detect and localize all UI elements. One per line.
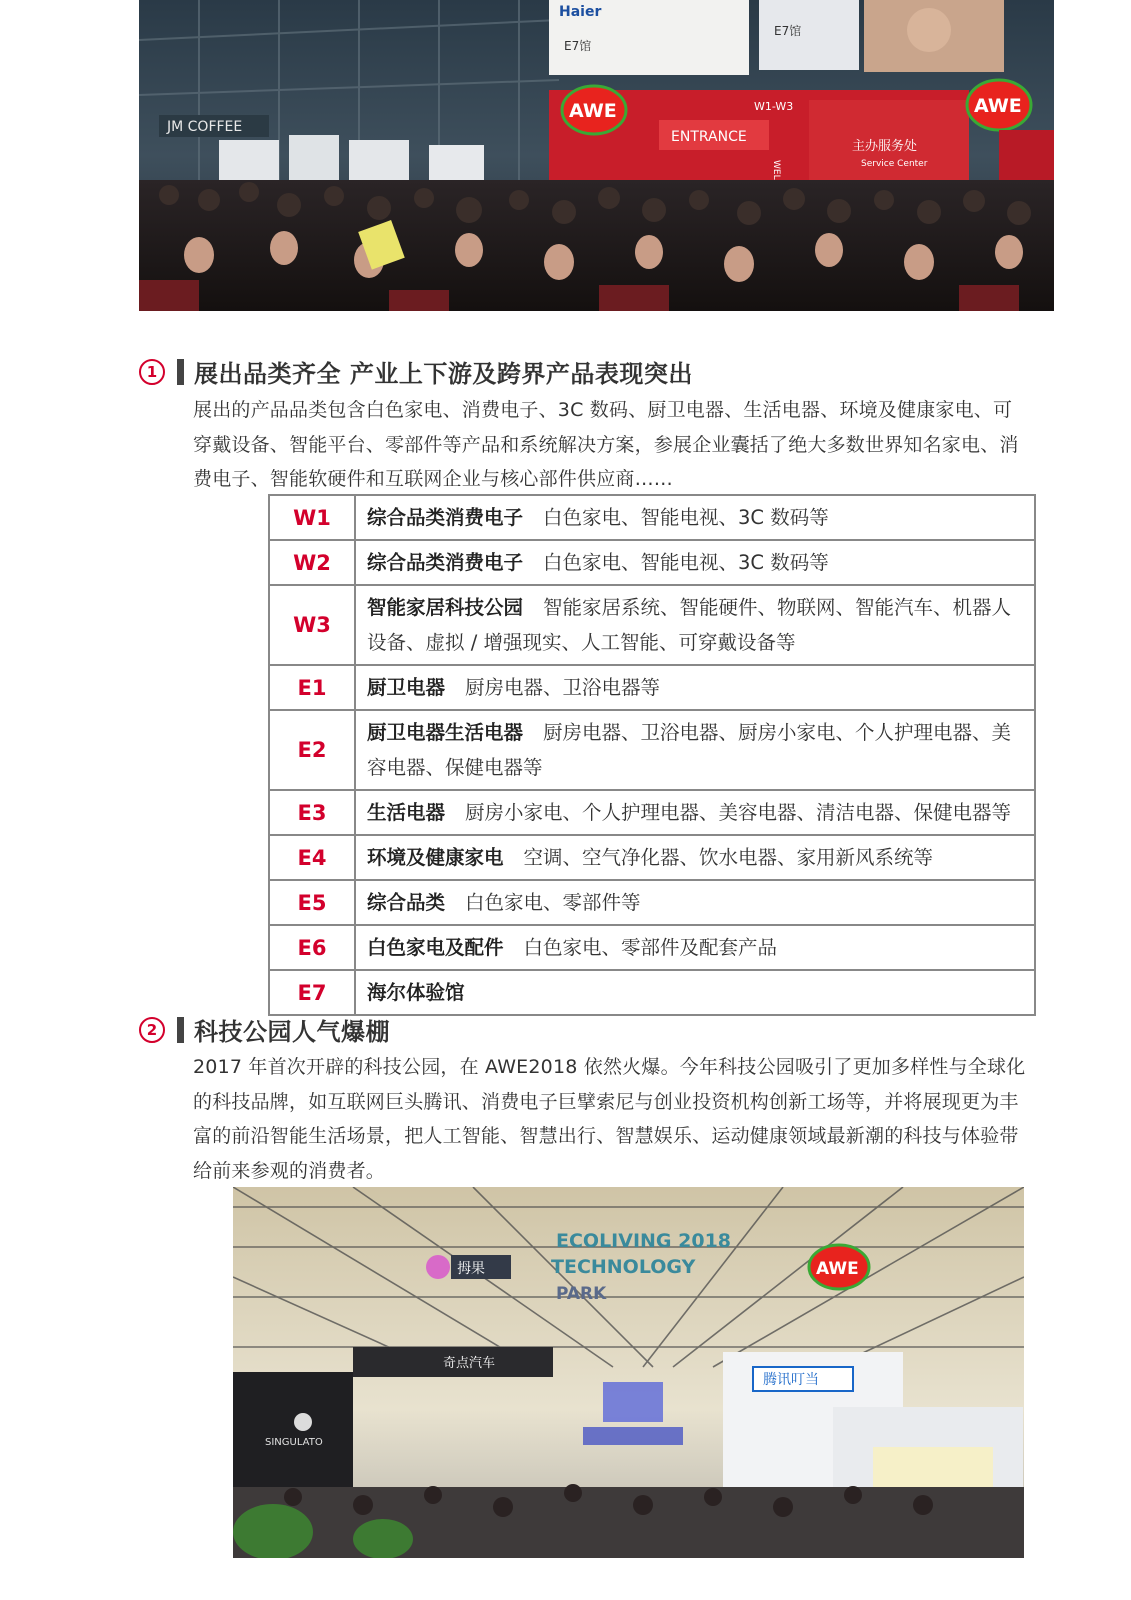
- svg-text:SINGULATO: SINGULATO: [265, 1437, 323, 1448]
- hall-name: 厨卫电器: [367, 676, 446, 699]
- svg-text:Service Center: Service Center: [861, 159, 928, 169]
- section-1-heading: [139, 354, 693, 389]
- hall-code: E6: [269, 925, 355, 970]
- svg-text:AWE: AWE: [974, 95, 1022, 117]
- table-row: [269, 970, 1035, 1015]
- technology-park-photo: [233, 1187, 1024, 1558]
- hall-name: 白色家电及配件: [367, 936, 504, 959]
- hall-description-cell: [355, 710, 1035, 790]
- svg-text:主办服务处: 主办服务处: [852, 139, 918, 154]
- coffee-sign: JM COFFEE: [167, 119, 243, 135]
- table-row: [269, 585, 1035, 665]
- section-1-paragraph: 展出的产品品类包含白色家电、消费电子、3C 数码、厨卫电器、生活电器、环境及健康家电、可穿戴设备、智能平台、零部件等产品和系统解决方案，参展企业囊括了绝大多数世界知名家电、消费电子、智能软硬件和互联网企业与核心部件供应商……: [193, 399, 1019, 490]
- hall-description-cell: [355, 835, 1035, 880]
- hall-desc: 厨房小家电、个人护理电器、美容电器、清洁电器、保健电器等: [465, 801, 1012, 824]
- table-row: [269, 835, 1035, 880]
- svg-text:E7馆: E7馆: [564, 39, 592, 53]
- hall-code: E2: [269, 710, 355, 790]
- hall-name: 智能家居科技公园: [367, 596, 524, 619]
- hall-name: 综合品类消费电子: [367, 506, 524, 529]
- table-row: [269, 790, 1035, 835]
- hall-code: W2: [269, 540, 355, 585]
- hall-name: 环境及健康家电: [367, 846, 504, 869]
- hall-desc: 白色家电、智能电视、3C 数码等: [543, 551, 829, 574]
- hall-description-cell: [355, 925, 1035, 970]
- hall-code: E7: [269, 970, 355, 1015]
- table-row: [269, 540, 1035, 585]
- table-row: [269, 495, 1035, 540]
- section-2-paragraph: 2017 年首次开辟的科技公园，在 AWE2018 依然火爆。今年科技公园吸引了更加多样性与全球化的科技品牌，如互联网巨头腾讯、消费电子巨擘索尼与创业投资机构创新工场等，并将展现更为丰富的前沿智能生活场景，把人工智能、智慧出行、智慧娱乐、运动健康领域最新潮的科技与体验带给前来参观的消费者。: [193, 1056, 1026, 1182]
- hall-code: E4: [269, 835, 355, 880]
- park-sign-line1: ECOLIVING 2018: [556, 1230, 732, 1252]
- hall-code: E3: [269, 790, 355, 835]
- hall-category-table: [268, 494, 1036, 1016]
- park-sign-line3: PARK: [556, 1284, 607, 1304]
- hall-desc: 空调、空气净化器、饮水电器、家用新风系统等: [523, 846, 934, 869]
- section-2-heading: [139, 1012, 390, 1047]
- hall-description-cell: [355, 665, 1035, 710]
- svg-text:E7馆: E7馆: [774, 24, 802, 38]
- tencent-sign: 腾讯叮当: [763, 1372, 819, 1388]
- hall-desc: 智能家居系统、智能硬件、物联网、智能汽车、机器人设备、虚拟 / 增强现实、人工智能、可穿戴设备等: [367, 596, 1012, 654]
- hall-name: 综合品类: [367, 891, 446, 914]
- section-title: 展出品类齐全 产业上下游及跨界产品表现突出: [194, 360, 693, 388]
- table-row: [269, 710, 1035, 790]
- awe-logo: AWE: [569, 100, 617, 122]
- haier-sign: Haier: [559, 4, 602, 20]
- table-row: [269, 665, 1035, 710]
- svg-text:W1-W3: W1-W3: [754, 100, 794, 113]
- park-sign-line2: TECHNOLOGY: [551, 1256, 696, 1278]
- section-number-badge: 2: [139, 1017, 165, 1043]
- heading-bar: [177, 1017, 184, 1043]
- car-brand-sign: 奇点汽车: [443, 1356, 496, 1371]
- hall-description-cell: [355, 585, 1035, 665]
- hall-code: E1: [269, 665, 355, 710]
- hall-description-cell: [355, 495, 1035, 540]
- hall-name: 海尔体验馆: [367, 981, 465, 1004]
- hall-code: W3: [269, 585, 355, 665]
- hall-description-cell: [355, 790, 1035, 835]
- hall-code: E5: [269, 880, 355, 925]
- hall-desc: 厨房电器、卫浴电器、厨房小家电、个人护理电器、美容电器、保健电器等: [367, 721, 1012, 779]
- hall-desc: 白色家电、零部件及配套产品: [523, 936, 778, 959]
- hall-description-cell: [355, 970, 1035, 1015]
- entrance-sign: ENTRANCE: [671, 129, 747, 145]
- hall-code: W1: [269, 495, 355, 540]
- section-title: 科技公园人气爆棚: [194, 1018, 390, 1046]
- hall-name: 生活电器: [367, 801, 446, 824]
- awe-logo: AWE: [816, 1259, 859, 1279]
- hall-desc: 白色家电、零部件等: [465, 891, 641, 914]
- hall-desc: 白色家电、智能电视、3C 数码等: [543, 506, 829, 529]
- svg-text:拇果: 拇果: [457, 1261, 485, 1277]
- hall-name: 厨卫电器生活电器: [367, 721, 524, 744]
- hall-desc: 厨房电器、卫浴电器等: [465, 676, 661, 699]
- hall-name: 综合品类消费电子: [367, 551, 524, 574]
- heading-bar: [177, 359, 184, 385]
- hall-description-cell: [355, 880, 1035, 925]
- section-number-badge: 1: [139, 359, 165, 385]
- table-row: [269, 925, 1035, 970]
- exhibition-entrance-photo: [139, 0, 1054, 311]
- table-row: [269, 880, 1035, 925]
- hall-description-cell: [355, 540, 1035, 585]
